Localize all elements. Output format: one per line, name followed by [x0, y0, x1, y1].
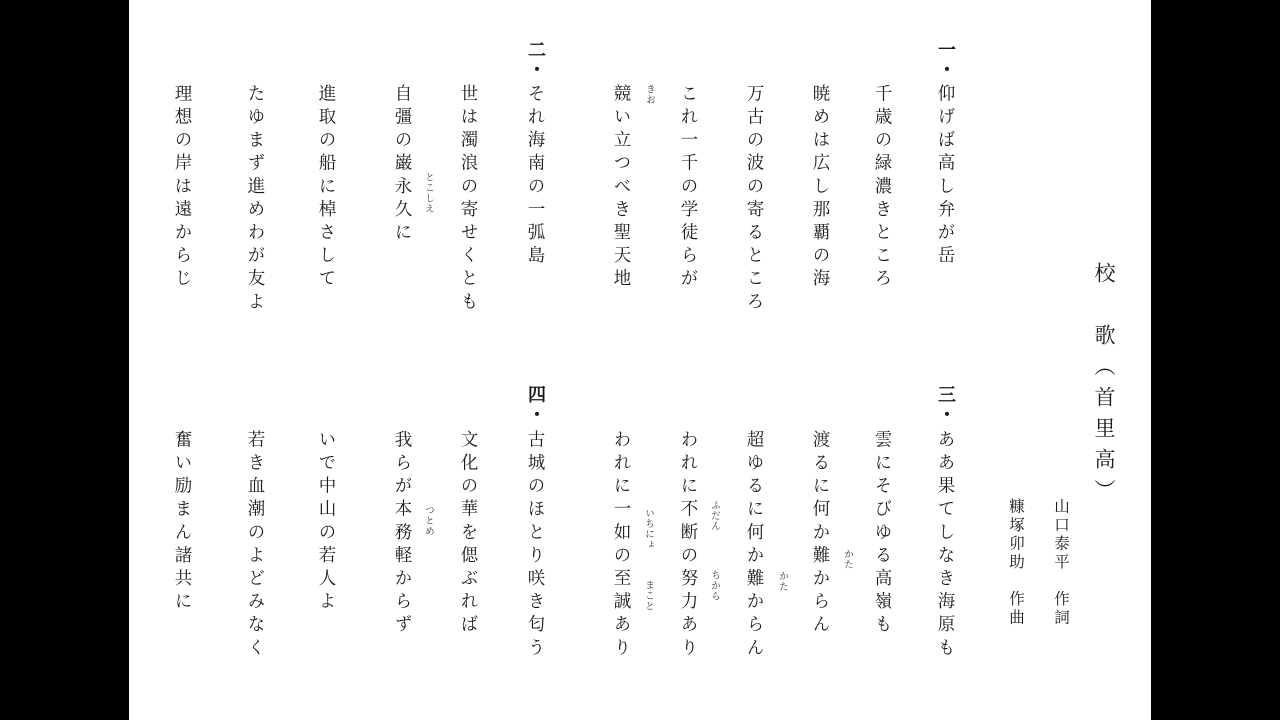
verse-3-line-1: ああ果てしなき海原も	[935, 430, 955, 661]
verse-1-line-1: 仰げば高し弁が岳	[935, 84, 955, 269]
lyricist-credit: 山口泰平 作詞	[1052, 498, 1070, 628]
verse-3-line-5: われに不断の努力あり	[678, 430, 698, 661]
verse-1-number: 一・	[935, 40, 956, 80]
ruby-ichinyo: いちにょ	[643, 508, 654, 550]
verse-4-line-3: 我らが本務軽からず	[392, 430, 412, 638]
ruby-fudan: ふだん	[709, 500, 720, 532]
verse-3-line-4: 超ゆるに何か難からん	[744, 430, 764, 661]
verse-2-line-6: 理想の岸は遠からじ	[172, 84, 192, 292]
verse-3-line-2: 雲にそびゆる高嶺も	[872, 430, 892, 638]
song-title: 校 歌（首里高）	[1092, 262, 1116, 510]
verse-4-line-2: 文化の華を偲ぶれば	[458, 430, 478, 638]
verse-4-line-6: 奮い励まん諸共に	[172, 430, 192, 615]
verse-2-number: 二・	[525, 40, 546, 80]
verse-3-line-6: われに一如の至誠あり	[611, 430, 631, 661]
lyrics-sheet	[129, 0, 1151, 720]
verse-2-line-5: たゆまず進めわが友よ	[245, 84, 265, 315]
verse-1-line-2: 千歳の緑濃きところ	[872, 84, 892, 292]
verse-1-line-3: 暁めは広し那覇の海	[810, 84, 830, 292]
ruby-tokotowa: とこしえ	[423, 172, 434, 214]
verse-2-line-1: それ海南の一弧島	[525, 84, 545, 269]
ruby-chikara: ちから	[709, 570, 720, 602]
ruby-kata-2: かた	[777, 571, 788, 592]
verse-2-line-4: 進取の船に棹さして	[316, 84, 336, 292]
verse-1-line-4: 万古の波の寄るところ	[744, 84, 764, 315]
verse-3-line-3: 渡るに何か難からん	[810, 430, 830, 638]
verse-1-line-6: 競い立つべき聖天地	[611, 84, 631, 292]
ruby-kata-1: かた	[842, 549, 853, 570]
verse-2-line-2: 世は濁浪の寄せくとも	[458, 84, 478, 315]
verse-2-line-3: 自彊の巌永久に	[392, 84, 412, 246]
ruby-tsutome: つとめ	[423, 505, 434, 537]
verse-4-line-5: 若き血潮のよどみなく	[245, 430, 265, 661]
verse-3-number: 三・	[935, 385, 956, 425]
verse-1-line-5: これ一千の学徒らが	[678, 84, 698, 292]
ruby-makoto: まこと	[643, 580, 654, 612]
ruby-kio: きお	[644, 84, 655, 105]
verse-4-line-4: いで中山の若人よ	[316, 430, 336, 615]
verse-4-line-1: 古城のほとり咲き匂う	[525, 430, 545, 661]
composer-credit: 糠塚卯助 作曲	[1007, 498, 1025, 628]
verse-4-number: 四・	[525, 385, 546, 425]
